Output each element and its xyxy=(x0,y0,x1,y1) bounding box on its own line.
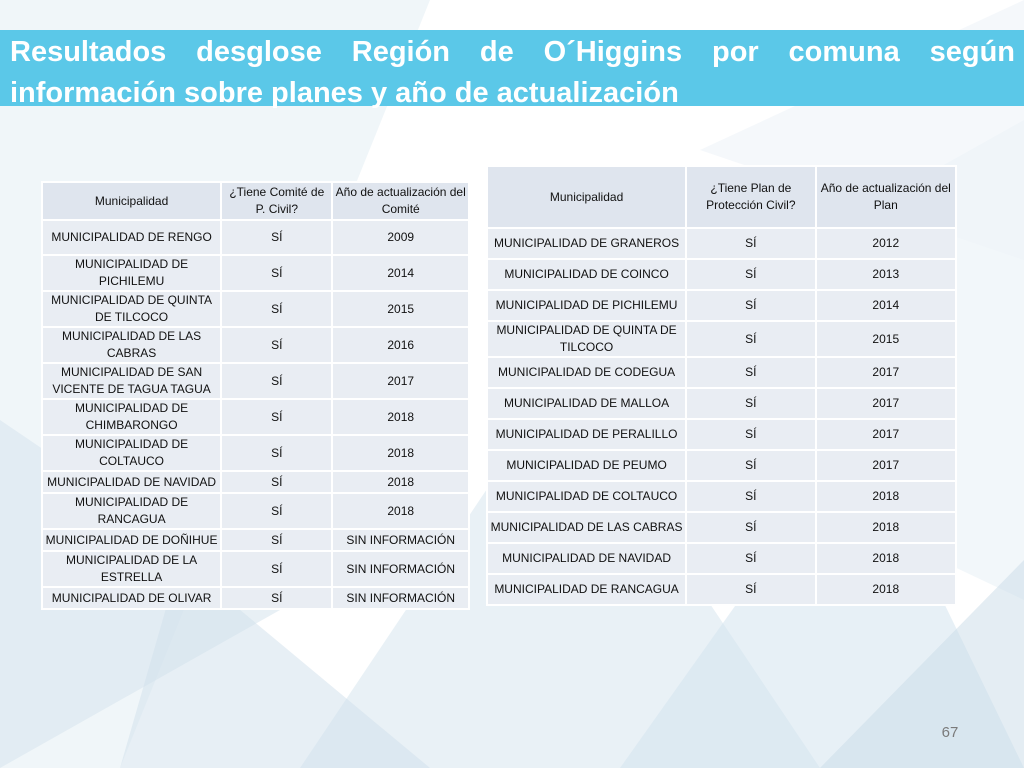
cell-anio: 2018 xyxy=(333,472,468,492)
table-row xyxy=(43,472,468,492)
header-tiene-comite: ¿Tiene Comité de P. Civil? xyxy=(222,183,331,219)
table-row xyxy=(43,436,468,470)
cell-anio: 2013 xyxy=(817,260,955,289)
cell-municipalidad: MUNICIPALIDAD DE LAS CABRAS xyxy=(43,328,220,362)
cell-tiene: SÍ xyxy=(687,451,814,480)
cell-anio: 2014 xyxy=(333,256,468,290)
table-row xyxy=(43,292,468,326)
table-row xyxy=(43,400,468,434)
cell-anio: 2018 xyxy=(333,400,468,434)
cell-tiene: SÍ xyxy=(222,472,331,492)
cell-municipalidad: MUNICIPALIDAD DE COLTAUCO xyxy=(43,436,220,470)
cell-anio: SIN INFORMACIÓN xyxy=(333,530,468,550)
cell-anio: 2009 xyxy=(333,221,468,254)
cell-anio: 2014 xyxy=(817,291,955,320)
cell-tiene: SÍ xyxy=(222,436,331,470)
table-row xyxy=(488,544,955,573)
cell-municipalidad: MUNICIPALIDAD DE LAS CABRAS xyxy=(488,513,685,542)
header-row xyxy=(43,183,468,219)
cell-municipalidad: MUNICIPALIDAD DE QUINTA DE TILCOCO xyxy=(488,322,685,356)
cell-tiene: SÍ xyxy=(222,400,331,434)
table-row xyxy=(43,364,468,398)
cell-tiene: SÍ xyxy=(687,291,814,320)
cell-municipalidad: MUNICIPALIDAD DE PICHILEMU xyxy=(43,256,220,290)
cell-municipalidad: MUNICIPALIDAD DE CODEGUA xyxy=(488,358,685,387)
cell-tiene: SÍ xyxy=(687,389,814,418)
cell-anio: 2018 xyxy=(817,513,955,542)
cell-anio: 2012 xyxy=(817,229,955,258)
cell-municipalidad: MUNICIPALIDAD DE COINCO xyxy=(488,260,685,289)
cell-tiene: SÍ xyxy=(687,513,814,542)
table-row xyxy=(43,552,468,586)
cell-anio: 2017 xyxy=(333,364,468,398)
table-row xyxy=(488,389,955,418)
cell-municipalidad: MUNICIPALIDAD DE PICHILEMU xyxy=(488,291,685,320)
table-row xyxy=(488,322,955,356)
cell-municipalidad: MUNICIPALIDAD DE PEUMO xyxy=(488,451,685,480)
cell-anio: 2017 xyxy=(817,358,955,387)
table-row xyxy=(488,451,955,480)
table-row xyxy=(488,358,955,387)
cell-anio: 2017 xyxy=(817,420,955,449)
cell-municipalidad: MUNICIPALIDAD DE MALLOA xyxy=(488,389,685,418)
cell-tiene: SÍ xyxy=(222,221,331,254)
cell-anio: 2017 xyxy=(817,451,955,480)
table-row xyxy=(43,328,468,362)
cell-tiene: SÍ xyxy=(222,588,331,608)
table-row xyxy=(43,588,468,608)
header-row xyxy=(488,167,955,227)
table-row xyxy=(488,482,955,511)
cell-anio: 2015 xyxy=(333,292,468,326)
page-number: 67 xyxy=(941,724,959,741)
cell-tiene: SÍ xyxy=(687,544,814,573)
cell-tiene: SÍ xyxy=(222,364,331,398)
cell-municipalidad: MUNICIPALIDAD DE RENGO xyxy=(43,221,220,254)
cell-tiene: SÍ xyxy=(222,552,331,586)
cell-municipalidad: MUNICIPALIDAD DE GRANEROS xyxy=(488,229,685,258)
cell-anio: 2016 xyxy=(333,328,468,362)
cell-tiene: SÍ xyxy=(222,494,331,528)
cell-tiene: SÍ xyxy=(687,420,814,449)
cell-municipalidad: MUNICIPALIDAD DE SAN VICENTE DE TAGUA TAGUA xyxy=(43,364,220,398)
cell-tiene: SÍ xyxy=(687,260,814,289)
cell-tiene: SÍ xyxy=(687,322,814,356)
cell-tiene: SÍ xyxy=(222,530,331,550)
table-row xyxy=(43,221,468,254)
table-row xyxy=(488,260,955,289)
cell-anio: 2018 xyxy=(817,575,955,604)
comite-table xyxy=(41,181,470,610)
cell-municipalidad: MUNICIPALIDAD DE NAVIDAD xyxy=(488,544,685,573)
cell-tiene: SÍ xyxy=(687,575,814,604)
cell-anio: SIN INFORMACIÓN xyxy=(333,588,468,608)
table-row xyxy=(488,291,955,320)
cell-tiene: SÍ xyxy=(222,292,331,326)
header-municipalidad: Municipalidad xyxy=(488,167,685,227)
table-row xyxy=(43,530,468,550)
table-row xyxy=(43,256,468,290)
cell-municipalidad: MUNICIPALIDAD DE RANCAGUA xyxy=(488,575,685,604)
table-row xyxy=(488,575,955,604)
table-row xyxy=(488,513,955,542)
cell-tiene: SÍ xyxy=(687,482,814,511)
cell-anio: 2018 xyxy=(817,544,955,573)
cell-anio: 2017 xyxy=(817,389,955,418)
page-title: Resultados desglose Región de O´Higgins por comuna según información sobre planes y año de actualización xyxy=(10,36,1015,109)
cell-tiene: SÍ xyxy=(222,328,331,362)
cell-tiene: SÍ xyxy=(687,229,814,258)
cell-anio: 2018 xyxy=(333,436,468,470)
table-row xyxy=(488,229,955,258)
cell-municipalidad: MUNICIPALIDAD DE RANCAGUA xyxy=(43,494,220,528)
cell-municipalidad: MUNICIPALIDAD DE DOÑIHUE xyxy=(43,530,220,550)
cell-tiene: SÍ xyxy=(222,256,331,290)
table-row xyxy=(43,494,468,528)
cell-anio: SIN INFORMACIÓN xyxy=(333,552,468,586)
cell-municipalidad: MUNICIPALIDAD DE LA ESTRELLA xyxy=(43,552,220,586)
header-tiene-plan: ¿Tiene Plan de Protección Civil? xyxy=(687,167,814,227)
cell-municipalidad: MUNICIPALIDAD DE OLIVAR xyxy=(43,588,220,608)
plan-table xyxy=(486,165,957,606)
cell-anio: 2018 xyxy=(817,482,955,511)
header-anio-comite: Año de actualización del Comité xyxy=(333,183,468,219)
cell-anio: 2018 xyxy=(333,494,468,528)
header-municipalidad: Municipalidad xyxy=(43,183,220,219)
table-row xyxy=(488,420,955,449)
cell-anio: 2015 xyxy=(817,322,955,356)
cell-municipalidad: MUNICIPALIDAD DE NAVIDAD xyxy=(43,472,220,492)
cell-municipalidad: MUNICIPALIDAD DE PERALILLO xyxy=(488,420,685,449)
cell-tiene: SÍ xyxy=(687,358,814,387)
cell-municipalidad: MUNICIPALIDAD DE QUINTA DE TILCOCO xyxy=(43,292,220,326)
header-anio-plan: Año de actualización del Plan xyxy=(817,167,955,227)
cell-municipalidad: MUNICIPALIDAD DE CHIMBARONGO xyxy=(43,400,220,434)
cell-municipalidad: MUNICIPALIDAD DE COLTAUCO xyxy=(488,482,685,511)
